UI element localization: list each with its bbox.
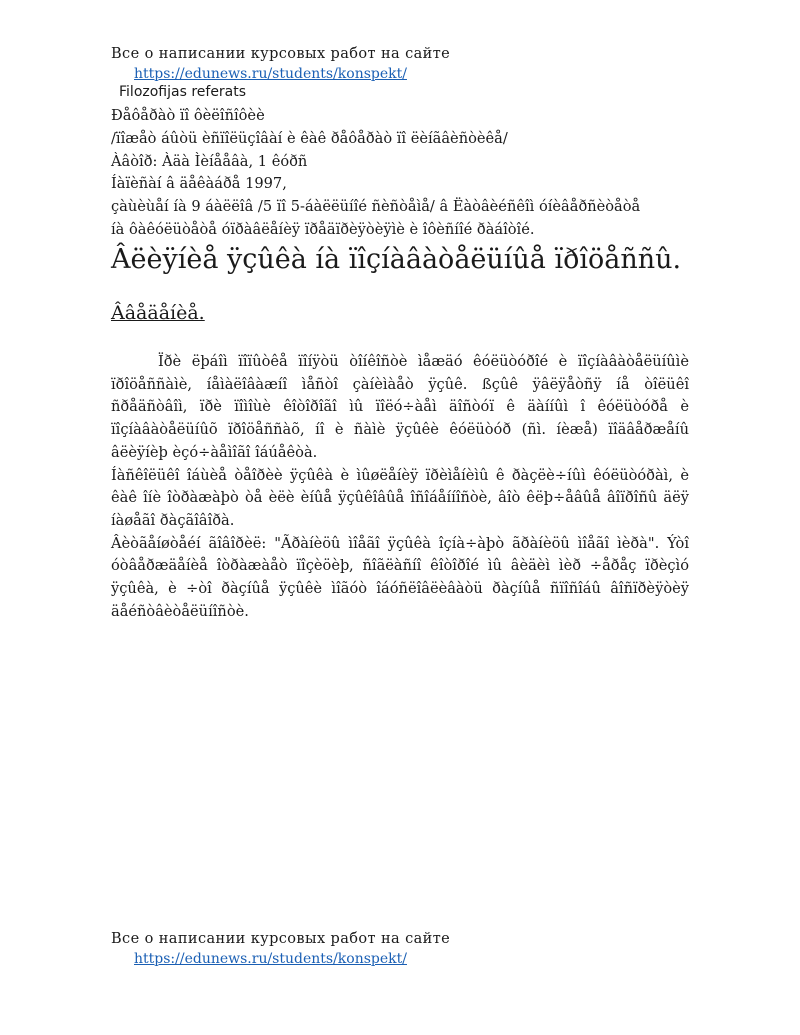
doc-meta-block	[111, 105, 691, 242]
body-text	[111, 351, 689, 623]
footer-site-text: Все о написании курсовых работ на сайте	[111, 931, 451, 947]
footer-site-link[interactable]: https://edunews.ru/students/konspekt/	[134, 951, 407, 967]
meta-line: çàùèùåí íà 9 áàëëîâ /5 ïî 5-áàëëüíîé ñèñòåìå/ â Ëàòâèéñêîì óíèâåðñèòåòå	[111, 198, 641, 216]
meta-line: /ïîæåò áûòü èñïîëüçîâàí è êàê ðåôåðàò ïî ëèíãâèñòèêå/	[111, 129, 508, 147]
paragraph: Íàñêîëüêî îáùèå òåîðèè ÿçûêà è ìûøëåíèÿ ïðèìåíèìû ê ðàçëè÷íûì êóëüòóðàì, è êàê îíè îòðàæàþò òå èëè èíûå ÿçûêîâûå îñîáåííîñòè, âîò êëþ÷åâûå âîïðîñû äëÿ íàøåãî ðàçãîâîðà.	[111, 466, 689, 529]
paragraph: Âèòãåíøòåéí ãîâîðèë: "Ãðàíèöû ìîåãî ÿçûêà îçíà÷àþò ãðàíèöû ìîåãî ìèðà". Ýòî óòâåðæäåíèå îòðàæàåò ïîçèöèþ, ñîãëàñíî êîòîðîé ìû âèäèì ìèð ÷åðåç ïðèçìó ÿçûêà, è ÷òî ðàçíûå ÿçûêè ìîãóò îáóñëîâëèâàòü ðàçíûå ñïîñîáû âîñïðèÿòèÿ äåéñòâèòåëüíîñòè.	[111, 534, 689, 620]
paragraph: Ïðè ëþáîì ïîïûòêå ïîíÿòü òîíêîñòè ìåæäó êóëüòóðîé è ïîçíàâàòåëüíûìè ïðîöåññàìè, íåìàëîâàæíî ìåñòî çàíèìàåò ÿçûê. ßçûê ÿâëÿåòñÿ íå òîëüêî ñðåäñòâîì, ïðè ïîìîùè êîòîðîãî ìû ïîëó÷àåì äîñòóï ê äàííûì î êóëüòóðå è ïîçíàâàòåëüíûõ ïðîöåññàõ, íî è ñàìè ÿçûêè êóëüòóð (ñì. íèæå) ïîäâåðæåíû âëèÿíèþ èçó÷àåìîãî îáúåêòà.	[111, 353, 689, 461]
meta-line: íà ôàêóëüòåòå óïðàâëåíèÿ ïðåäïðèÿòèÿìè è îôèñíîé ðàáîòîé.	[111, 220, 535, 238]
header-site-text: Все о написании курсовых работ на сайте	[111, 46, 451, 62]
document-title: Âëèÿíèå ÿçûêà íà ïîçíàâàòåëüíûå ïðîöåññû.	[111, 244, 682, 275]
meta-line: Àâòîð: Àäà Ìèíååâà, 1 êóðñ	[111, 152, 308, 170]
doc-label: Filozofijas referats	[119, 84, 247, 100]
meta-line: Íàïèñàí â äåêàáðå 1997,	[111, 175, 287, 193]
header-site-link[interactable]: https://edunews.ru/students/konspekt/	[134, 66, 407, 82]
meta-line: Ðåôåðàò ïî ôèëîñîôèè	[111, 107, 265, 124]
section-heading: Ââåäåíèå.	[111, 302, 205, 324]
